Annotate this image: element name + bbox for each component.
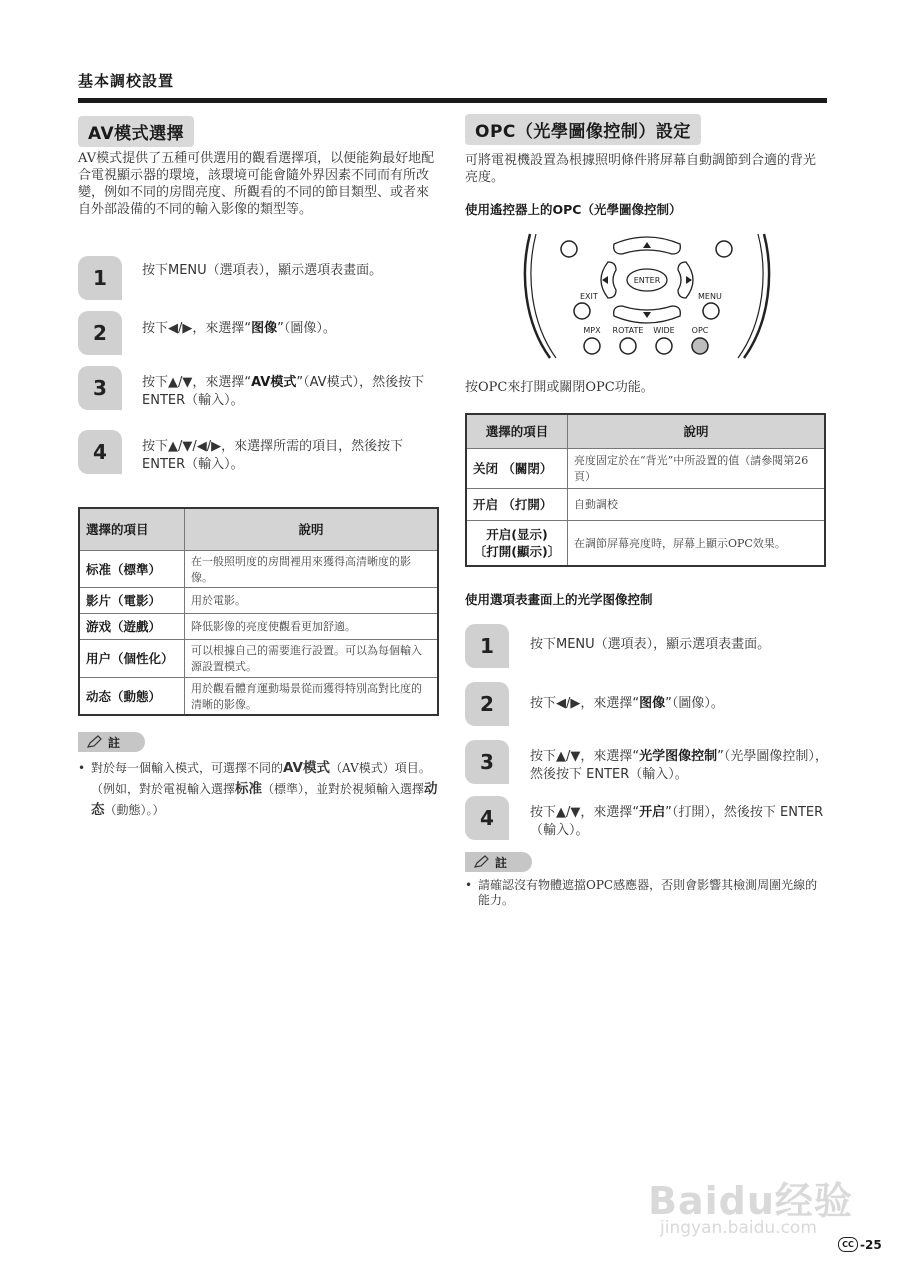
right-step-4-badge: 4 [465,796,509,840]
wide-label: WIDE [653,326,675,335]
page-number: CC -25 [838,1237,882,1252]
remote-opc-heading: 使用遙控器上的OPC（光學圖像控制） [465,202,682,217]
pencil-note-icon [86,735,102,749]
left-step-4-text: 按下▲/▼/◀/▶，來選擇所需的項目，然後按下ENTER（輸入）。 [142,439,404,472]
baidu-watermark-url: jingyan.baidu.com [660,1218,817,1238]
exit-button [574,303,590,319]
rotate-button [620,338,636,354]
pencil-note-icon [473,855,489,869]
table-row [466,520,825,566]
av-table-item: 游戏（遊戲） [79,613,185,639]
table-row [466,488,825,520]
av-table-desc: 在一般照明度的房間裡用來獲得高清晰度的影像。 [185,550,439,587]
right-step-3-badge: 3 [465,740,509,784]
opc-table-desc: 在調節屏幕亮度時，屏幕上顯示OPC效果。 [568,520,826,566]
cc-icon: CC [838,1237,858,1252]
right-note-text: • 請確認沒有物體遮擋OPC感應器，否則會影響其檢測周圍光線的能力。 [465,878,818,907]
right-step-3-text: 按下▲/▼，來選擇“光学图像控制”（光學圖像控制），然後按下 ENTER（輸入）。 [530,749,828,782]
right-note-label: 註 [465,852,532,872]
av-table-item: 动态（動態） [79,677,185,715]
mpx-label: MPX [583,326,601,335]
mpx-button [584,338,600,354]
av-table-item: 影片（電影） [79,587,185,613]
opc-table-header-desc: 說明 [568,414,826,448]
exit-label: EXIT [580,292,598,301]
remote-left-top-button [561,241,577,257]
left-step-3-text: 按下▲/▼，來選擇“AV模式”（AV模式），然後按下 ENTER（輸入）。 [142,375,425,408]
header-rule [78,98,827,103]
press-opc-text: 按OPC來打開或關閉OPC功能。 [465,380,654,395]
av-table-item: 用户（個性化） [79,639,185,677]
av-table-desc: 用於觀看體育運動場景從而獲得特別高對比度的清晰的影像。 [185,677,439,715]
left-step-1-badge: 1 [78,256,122,300]
left-note-text: • 對於每一個輸入模式，可選擇不同的AV模式（AV模式）項目。（例如，對於電視輸入選擇标准（標準），並對於視頻輸入選擇动态（動態）。） [78,760,438,818]
opc-label: OPC [691,326,709,335]
av-table-desc: 降低影像的亮度使觀看更加舒適。 [185,613,439,639]
menu-opc-heading: 使用選項表畫面上的光学图像控制 [465,592,653,607]
opc-table [465,413,826,567]
table-row [79,587,438,613]
av-table-desc: 可以根據自己的需要進行設置。可以為每個輸入源設置模式。 [185,639,439,677]
av-table-header-item: 選擇的項目 [79,508,185,550]
av-table-desc: 用於電影。 [185,587,439,613]
opc-intro: 可將電視機設置為根據照明條件將屏幕自動調節到合適的背光亮度。 [465,153,817,185]
left-step-2-badge: 2 [78,311,122,355]
left-step-1-text: 按下MENU（選項表），顯示選項表畫面。 [142,263,383,278]
opc-section-title: OPC（光學圖像控制）設定 [465,114,701,145]
table-row [79,639,438,677]
opc-table-item: 关闭 （關閉） [466,448,568,488]
opc-table-desc: 亮度固定於在“背光”中所設置的值（請參閱第26頁） [568,448,826,488]
av-mode-section-title: AV模式選擇 [78,116,194,147]
menu-button [703,303,719,319]
left-step-2-text: 按下◀/▶，來選擇“图像”（圖像）。 [142,321,336,336]
av-table-item: 标准（標準） [79,550,185,587]
enter-label: ENTER [633,276,661,285]
rotate-label: ROTATE [612,326,644,335]
left-note-label: 註 [78,732,145,752]
remote-right-top-button [716,241,732,257]
opc-table-desc: 自動調校 [568,488,826,520]
av-table-header-desc: 說明 [185,508,439,550]
opc-table-item: 开启(显示) 〔打開(顯示)〕 [466,520,568,566]
left-step-3-badge: 3 [78,366,122,410]
menu-label: MENU [698,292,722,301]
table-row [79,550,438,587]
right-step-1-text: 按下MENU（選項表），顯示選項表畫面。 [530,637,771,652]
left-step-4-badge: 4 [78,430,122,474]
baidu-watermark-logo: Baidu经验 [648,1179,853,1223]
table-row [79,677,438,715]
right-step-4-text: 按下▲/▼，來選擇“开启”（打開），然後按下 ENTER（輸入）。 [530,805,824,838]
table-row [466,448,825,488]
remote-control-illustration [522,232,772,360]
table-row [79,613,438,639]
opc-table-header-item: 選擇的項目 [466,414,568,448]
opc-button [692,338,708,354]
right-step-2-badge: 2 [465,682,509,726]
av-mode-table [78,507,439,716]
av-mode-intro: AV模式提供了五種可供選用的觀看選擇項，以便能夠最好地配合電視顯示器的環境，該環境可能會隨外界因素不同而有所改變，例如不同的房間亮度、所觀看的不同的節目類型、或者來自外部設備的不同的輸入影像的類型等。 [78,151,435,217]
opc-table-item: 开启 （打開） [466,488,568,520]
wide-button [656,338,672,354]
page-header-title: 基本調校設置 [78,72,175,90]
right-step-2-text: 按下◀/▶，來選擇“图像”（圖像）。 [530,696,724,711]
right-step-1-badge: 1 [465,624,509,668]
